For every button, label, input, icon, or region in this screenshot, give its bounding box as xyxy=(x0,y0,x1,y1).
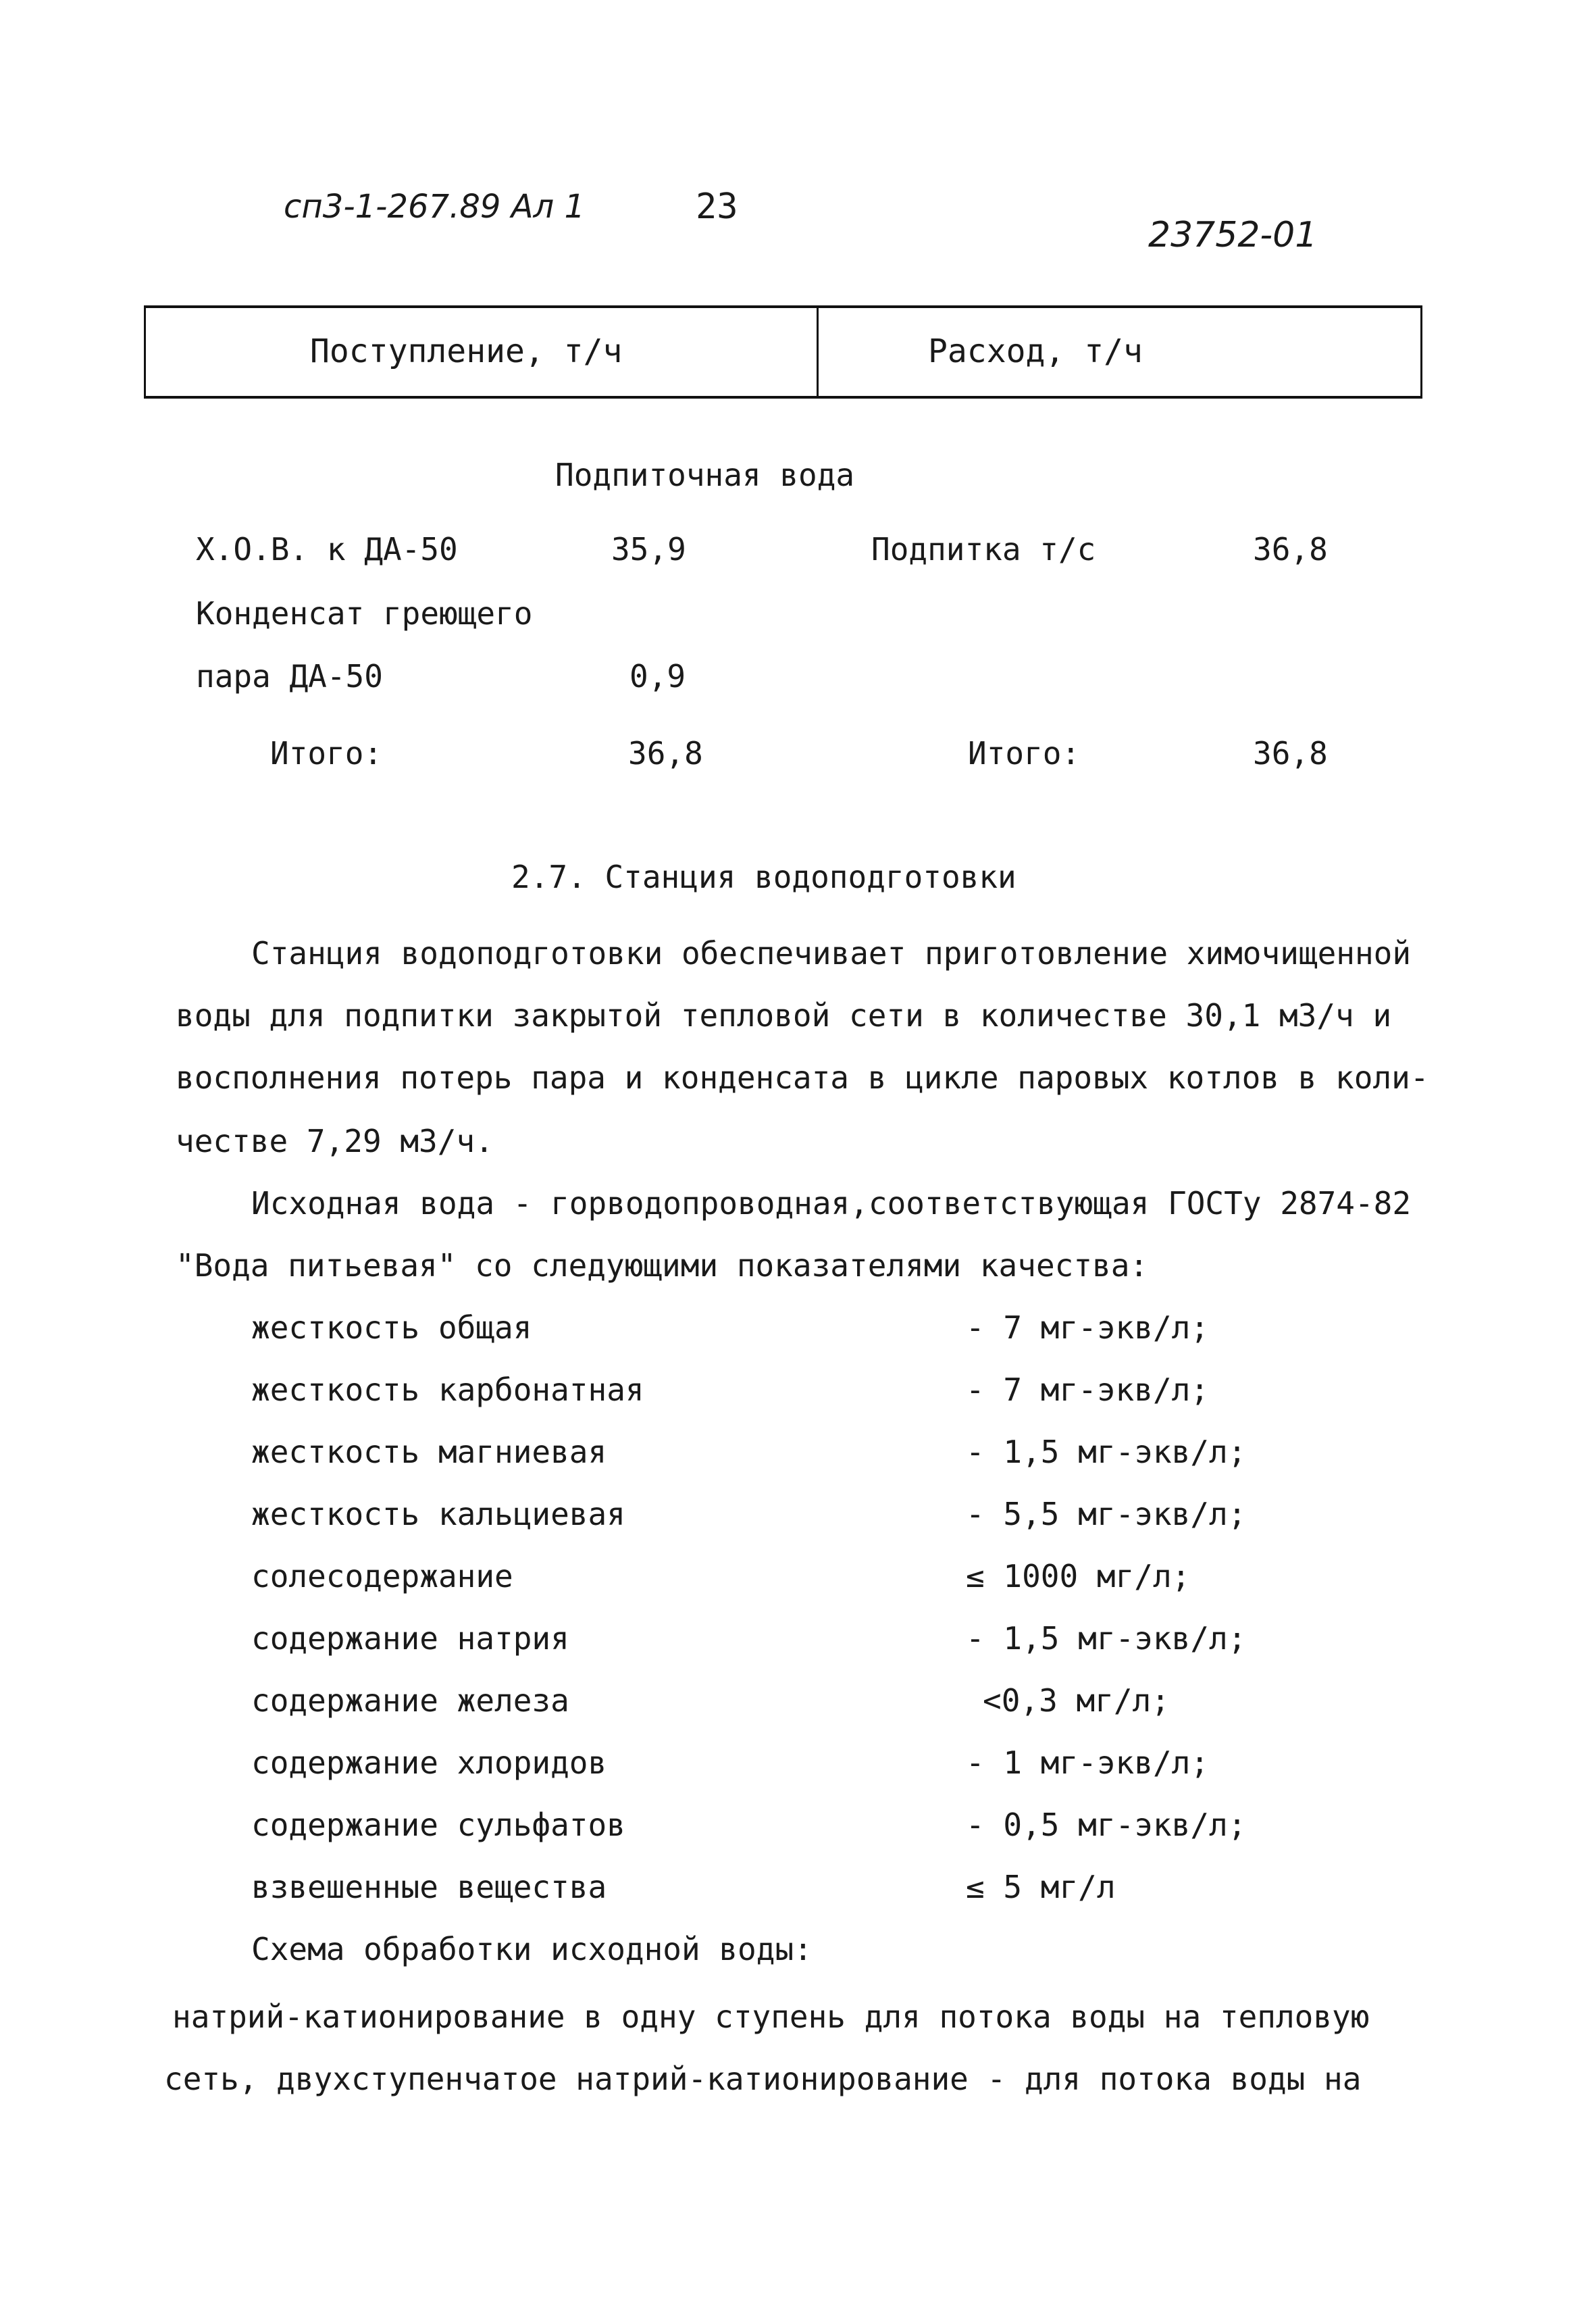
quality-name: солесодержание xyxy=(251,1558,513,1594)
quality-name: взвешенные вещества xyxy=(251,1869,607,1905)
scheme-line: натрий-катионирование в одну ступень для потока воды на тепловую xyxy=(172,1998,1370,2035)
quality-value: ≤ 1000 мг/л; xyxy=(966,1558,1191,1594)
quality-name: жесткость кальциевая xyxy=(251,1496,625,1532)
row3-value: 0,9 xyxy=(629,658,686,695)
paragraph-line: Исходная вода - горводопроводная,соответствующая ГОСТу 2874-82 xyxy=(251,1185,1412,1222)
paragraph-line: "Вода питьевая" со следующими показателями качества: xyxy=(176,1247,1149,1284)
row2-label: Конденсат греющего xyxy=(196,595,533,632)
quality-value: - 1,5 мг-экв/л; xyxy=(966,1434,1247,1470)
quality-value: - 7 мг-экв/л; xyxy=(966,1372,1210,1408)
quality-name: жесткость магниевая xyxy=(251,1434,607,1470)
quality-name: жесткость карбонатная xyxy=(251,1372,644,1408)
total-right-value: 36,8 xyxy=(1253,735,1328,772)
quality-value: ≤ 5 мг/л xyxy=(966,1869,1116,1905)
quality-name: содержание хлоридов xyxy=(251,1744,607,1781)
scheme-title: Схема обработки исходной воды: xyxy=(251,1931,813,1967)
total-right-label: Итого: xyxy=(968,735,1081,772)
total-left-value: 36,8 xyxy=(628,735,703,772)
paragraph-line: честве 7,29 м3/ч. xyxy=(176,1123,494,1159)
expense-column-header: Расход, т/ч xyxy=(928,332,1143,370)
quality-value: - 7 мг-экв/л; xyxy=(966,1309,1210,1346)
quality-name: содержание железа xyxy=(251,1682,569,1719)
document-code: сп3-1-267.89 Ал 1 xyxy=(284,188,586,226)
row1-right-value: 36,8 xyxy=(1253,531,1328,568)
page-number: 23 xyxy=(696,186,738,227)
quality-value: - 1 мг-экв/л; xyxy=(966,1744,1210,1781)
scheme-line: сеть, двухступенчатое натрий-катионирование - для потока воды на xyxy=(164,2061,1362,2097)
row1-right-label: Подпитка т/с xyxy=(871,531,1096,568)
quality-name: содержание натрия xyxy=(251,1620,569,1657)
balance-title: Подпиточная вода xyxy=(555,457,855,493)
balance-table-header xyxy=(144,305,1422,399)
quality-value: - 5,5 мг-экв/л; xyxy=(966,1496,1247,1532)
quality-name: содержание сульфатов xyxy=(251,1807,625,1843)
quality-value: <0,3 мг/л; xyxy=(983,1682,1170,1719)
quality-name: жесткость общая xyxy=(251,1309,532,1346)
quality-value: - 1,5 мг-экв/л; xyxy=(966,1620,1247,1657)
paragraph-line: восполнения потерь пара и конденсата в цикле паровых котлов в коли- xyxy=(176,1059,1429,1096)
quality-value: - 0,5 мг-экв/л; xyxy=(966,1807,1247,1843)
paragraph-line: воды для подпитки закрытой тепловой сети в количестве 30,1 м3/ч и xyxy=(176,997,1392,1034)
section-heading: 2.7. Станция водоподготовки xyxy=(511,859,1016,895)
total-left-label: Итого: xyxy=(270,735,383,772)
paragraph-line: Станция водоподготовки обеспечивает приготовление химочищенной xyxy=(251,935,1412,972)
row1-left-value: 35,9 xyxy=(611,531,686,568)
inventory-number: 23752-01 xyxy=(1148,215,1318,255)
row1-left-label: Х.О.В. к ДА-50 xyxy=(196,531,458,568)
column-divider xyxy=(817,308,819,396)
income-column-header: Поступление, т/ч xyxy=(310,332,623,370)
row3-label: пара ДА-50 xyxy=(196,658,383,695)
